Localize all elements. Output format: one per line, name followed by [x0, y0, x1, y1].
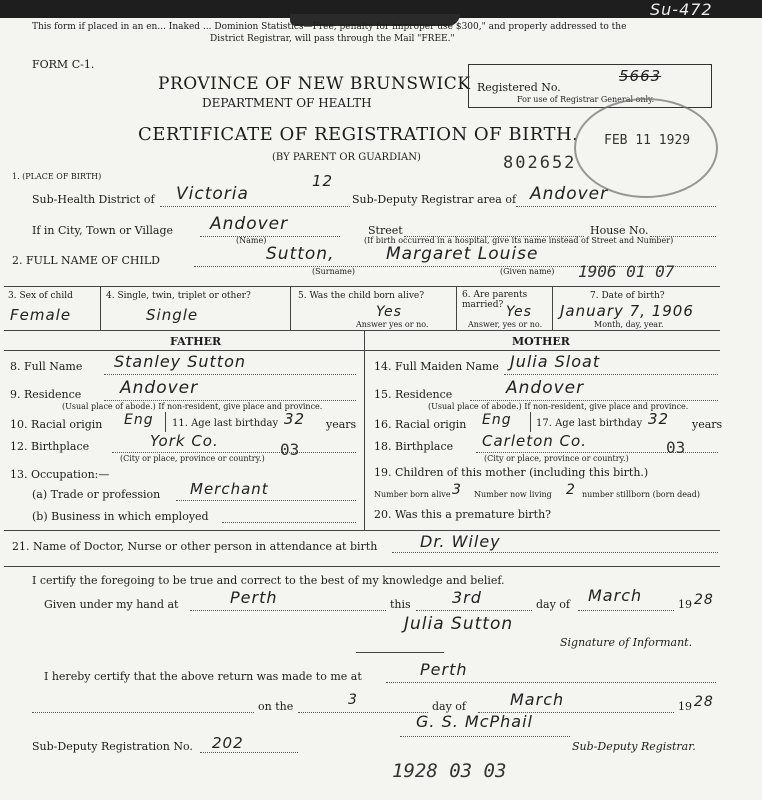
- district-number: 12: [312, 172, 334, 190]
- registrar-month: March: [510, 690, 565, 709]
- alive-note: Answer yes or no.: [356, 320, 429, 329]
- father-name-label: 8. Full Name: [10, 360, 83, 373]
- father-birthplace-label: 12. Birthplace: [10, 440, 90, 453]
- married-note: Answer, yes or no.: [468, 320, 543, 329]
- registrar-year-prefix: 19: [678, 700, 692, 713]
- given-year: 28: [694, 592, 714, 608]
- children-label: 19. Children of this mother (including this birth.): [374, 466, 649, 479]
- dob-note: Month, day, year.: [594, 320, 664, 329]
- child-name-label: 2. FULL NAME OF CHILD: [12, 254, 160, 267]
- father-residence-note: (Usual place of abode.) If non-resident, give place and province.: [62, 402, 323, 411]
- page-title: CERTIFICATE OF REGISTRATION OF BIRTH.: [138, 124, 579, 145]
- father-residence-label: 9. Residence: [10, 388, 82, 401]
- attendant-value: Dr. Wiley: [420, 532, 501, 551]
- page-subtitle: (BY PARENT OR GUARDIAN): [272, 152, 421, 163]
- certificate-number: 802652: [503, 153, 577, 173]
- subdeputy-label: Sub-Deputy Registrar area of: [352, 193, 517, 206]
- registered-value: 5663: [619, 67, 662, 85]
- subhealth-value: Victoria: [176, 184, 249, 204]
- mother-years: years: [692, 418, 723, 431]
- informant-signature: Julia Sutton: [404, 614, 514, 634]
- mother-racial-value: Eng: [482, 412, 512, 428]
- mother-name-label: 14. Full Maiden Name: [374, 360, 499, 373]
- stillborn-label: number stillborn (born dead): [582, 490, 701, 499]
- single-value: Single: [146, 306, 199, 324]
- department-heading: DEPARTMENT OF HEALTH: [202, 96, 372, 110]
- born-alive-value: 3: [452, 482, 462, 498]
- registrar-year: 28: [694, 694, 714, 710]
- father-birthplace-note: (City or place, province or country.): [120, 454, 265, 463]
- sex-value: Female: [10, 306, 72, 324]
- house-label: House No.: [590, 224, 649, 237]
- sdr-title: Sub-Deputy Registrar.: [572, 740, 696, 753]
- father-heading: FATHER: [170, 335, 222, 348]
- father-racial-value: Eng: [124, 412, 154, 428]
- this-label: this: [390, 598, 411, 611]
- father-years: years: [326, 418, 357, 431]
- given-month: March: [588, 586, 643, 605]
- father-racial-label: 10. Racial origin: [10, 418, 103, 431]
- sdr-number-value: 202: [212, 734, 244, 752]
- sdr-number-label: Sub-Deputy Registration No.: [32, 740, 193, 753]
- mother-residence-note: (Usual place of abode.) If non-resident, give place and province.: [428, 402, 689, 411]
- father-occupation-label: 13. Occupation:—: [10, 468, 110, 481]
- father-birthplace-code: 03: [280, 440, 300, 459]
- mail-notice-line2: District Registrar, will pass through the Mail "FREE.": [210, 34, 455, 44]
- married-label: 6. Are parents married?: [462, 290, 528, 310]
- mother-residence-value: Andover: [506, 378, 585, 398]
- mother-birthplace-note: (City or place, province or country.): [484, 454, 629, 463]
- city-label: If in City, Town or Village: [32, 224, 174, 237]
- registrar-day: 3: [348, 692, 358, 708]
- mother-name-value: Julia Sloat: [510, 352, 601, 371]
- mother-age-value: 32: [648, 410, 670, 428]
- mail-notice-line1: This form if placed in an en... Inaked ... Dominion Statistics—Free, penalty for improper use $300," and properly addressed to the: [32, 22, 627, 32]
- registrar-day-of: day of: [432, 700, 467, 713]
- subdeputy-value: Andover: [530, 184, 609, 204]
- mother-racial-label: 16. Racial origin: [374, 418, 467, 431]
- corner-file-number: Su-472: [650, 0, 713, 19]
- birth-date-code: 1906 01 07: [578, 262, 675, 281]
- mother-birthplace-label: 18. Birthplace: [374, 440, 454, 453]
- single-label: 4. Single, twin, triplet or other?: [106, 291, 251, 301]
- father-age-value: 32: [284, 410, 306, 428]
- trade-label: (a) Trade or profession: [32, 488, 161, 501]
- registrar-on-the: on the: [258, 700, 294, 713]
- child-given-name: Margaret Louise: [386, 244, 539, 264]
- alive-value: Yes: [376, 304, 402, 320]
- alive-label: 5. Was the child born alive?: [298, 291, 425, 301]
- mother-birthplace-code: 03: [666, 438, 686, 457]
- mother-residence-label: 15. Residence: [374, 388, 453, 401]
- province-heading: PROVINCE OF NEW BRUNSWICK: [158, 74, 471, 94]
- mother-age-label: 17. Age last birthday: [536, 418, 643, 429]
- father-age-label: 11. Age last birthday: [172, 418, 279, 429]
- mother-heading: MOTHER: [512, 335, 570, 348]
- city-name-note: (Name): [236, 236, 267, 245]
- trade-value: Merchant: [190, 480, 269, 498]
- father-name-value: Stanley Sutton: [114, 352, 246, 371]
- registrar-signature: G. S. McPhail: [416, 712, 533, 731]
- form-id: FORM C-1.: [32, 58, 95, 71]
- mother-birthplace-value: Carleton Co.: [482, 432, 587, 450]
- surname-note: (Surname): [312, 267, 355, 276]
- attendant-label: 21. Name of Doctor, Nurse or other person in attendance at birth: [12, 540, 378, 553]
- footer-date-code: 1928 03 03: [392, 760, 507, 782]
- given-name-note: (Given name): [500, 267, 555, 276]
- given-day-of: day of: [536, 598, 571, 611]
- certify-statement: I certify the foregoing to be true and correct to the best of my knowledge and belief.: [32, 574, 505, 587]
- given-under-label: Given under my hand at: [44, 598, 179, 611]
- informant-signature-label: Signature of Informant.: [560, 636, 693, 649]
- given-place: Perth: [230, 588, 278, 607]
- registrar-statement: I hereby certify that the above return was made to me at: [44, 670, 362, 683]
- registered-label: Registered No.: [477, 81, 561, 94]
- registrar-place: Perth: [420, 660, 468, 679]
- received-stamp: [574, 98, 718, 198]
- father-residence-value: Andover: [120, 378, 199, 398]
- now-living-label: Number now living: [474, 490, 552, 499]
- now-living-value: 2: [566, 482, 576, 498]
- father-birthplace-value: York Co.: [150, 432, 219, 450]
- sex-label: 3. Sex of child: [8, 291, 73, 301]
- given-year-prefix: 19: [678, 598, 692, 611]
- city-value: Andover: [210, 214, 289, 234]
- business-label: (b) Business in which employed: [32, 510, 209, 523]
- premature-label: 20. Was this a premature birth?: [374, 508, 552, 521]
- dob-value: January 7, 1906: [560, 302, 694, 320]
- street-label: Street: [368, 224, 403, 237]
- dob-label: 7. Date of birth?: [590, 291, 665, 301]
- subhealth-label: Sub-Health District of: [32, 193, 155, 206]
- given-day: 3rd: [452, 588, 482, 607]
- registered-note: For use of Registrar General only.: [517, 95, 655, 104]
- stamp-date: FEB 11 1929: [604, 133, 691, 148]
- place-of-birth-section: 1. (PLACE OF BIRTH): [12, 172, 102, 181]
- married-value: Yes: [506, 304, 532, 320]
- born-alive-label: Number born alive: [374, 490, 451, 499]
- child-surname: Sutton,: [266, 244, 335, 264]
- hospital-note: (If birth occurred in a hospital, give its name instead of Street and Number): [364, 236, 674, 245]
